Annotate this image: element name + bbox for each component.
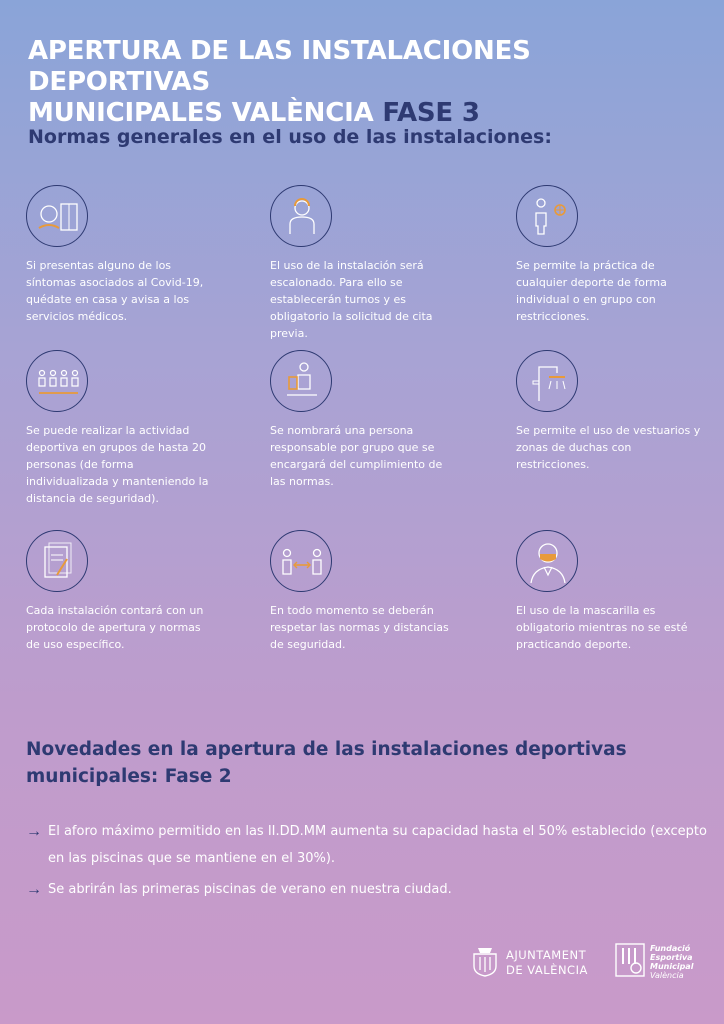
- fundacio-line-4: València: [650, 971, 684, 980]
- rule-item-sport: [516, 185, 706, 325]
- person-schedule-icon: [270, 185, 332, 247]
- rule-text: Si presentas alguno de los síntomas asociados al Covid-19, quédate en casa y avisa a los servicios médicos.: [26, 259, 204, 323]
- list-item: [26, 818, 716, 872]
- rule-item-mask: [516, 530, 706, 653]
- news-bullet-text: El aforo máximo permitido en las II.DD.MM aumenta su capacidad hasta el 50% establecido (excepto en las piscinas que se mantiene en el 30%).: [48, 824, 707, 866]
- title-line-1: APERTURA DE LAS INSTALACIONES DEPORTIVAS: [28, 36, 531, 97]
- person-sport-icon: [516, 185, 578, 247]
- rule-item-schedule: [270, 185, 460, 342]
- rule-text: Cada instalación contará con un protocolo de apertura y normas de uso específico.: [26, 604, 204, 651]
- arrow-right-icon: →: [26, 881, 42, 898]
- rule-text: En todo momento se deberán respetar las normas y distancias de seguridad.: [270, 604, 449, 651]
- fundacio-emblem-icon: [614, 942, 646, 978]
- news-list: [26, 818, 716, 903]
- responsible-person-icon: [270, 350, 332, 412]
- fundacio-line-2: Esportiva: [650, 953, 693, 962]
- rule-text: El uso de la instalación será escalonado. Para ello se establecerán turnos y es obligatorio la solicitud de cita previa.: [270, 259, 433, 340]
- rule-item-symptoms: [26, 185, 216, 325]
- news-title: Novedades en la apertura de las instalaciones deportivas municipales: Fase 2: [26, 739, 627, 787]
- title-line-2: MUNICIPALES VALÈNCIA: [28, 98, 383, 128]
- mask-icon: [516, 530, 578, 592]
- rule-text: Se permite el uso de vestuarios y zonas de duchas con restricciones.: [516, 424, 701, 471]
- person-symptoms-icon: [26, 185, 88, 247]
- group-icon: [26, 350, 88, 412]
- document-icon: [26, 530, 88, 592]
- fundacio-line-1: Fundació: [650, 944, 691, 953]
- rule-item-responsible: [270, 350, 460, 490]
- rule-text: Se nombrará una persona responsable por grupo que se encargará del cumplimiento de las normas.: [270, 424, 443, 488]
- rule-text: El uso de la mascarilla es obligatorio mientras no se esté practicando deporte.: [516, 604, 688, 651]
- title-phase: FASE 3: [382, 98, 480, 128]
- rule-item-groups: [26, 350, 216, 507]
- general-rules-title: Normas generales en el uso de las instalaciones:: [28, 126, 552, 148]
- ajuntament-line-1: AJUNTAMENT: [506, 948, 587, 962]
- page-title: [28, 36, 708, 129]
- rule-item-distance: [270, 530, 460, 653]
- rule-text: Se permite la práctica de cualquier deporte de forma individual o en grupo con restricciones.: [516, 259, 667, 323]
- news-bullet-text: Se abrirán las primeras piscinas de verano en nuestra ciudad.: [48, 882, 452, 897]
- ajuntament-line-2: DE VALÈNCIA: [506, 963, 588, 977]
- rule-text: Se puede realizar la actividad deportiva en grupos de hasta 20 personas (de forma individualizada y manteniendo la distancia de seguridad).: [26, 424, 209, 505]
- rule-item-protocol: [26, 530, 216, 653]
- distance-icon: [270, 530, 332, 592]
- city-crest-icon: [470, 944, 500, 978]
- list-item: [26, 876, 716, 903]
- rule-item-showers: [516, 350, 706, 473]
- fundacio-line-3: Municipal: [650, 962, 694, 971]
- shower-icon: [516, 350, 578, 412]
- arrow-right-icon: →: [26, 823, 42, 840]
